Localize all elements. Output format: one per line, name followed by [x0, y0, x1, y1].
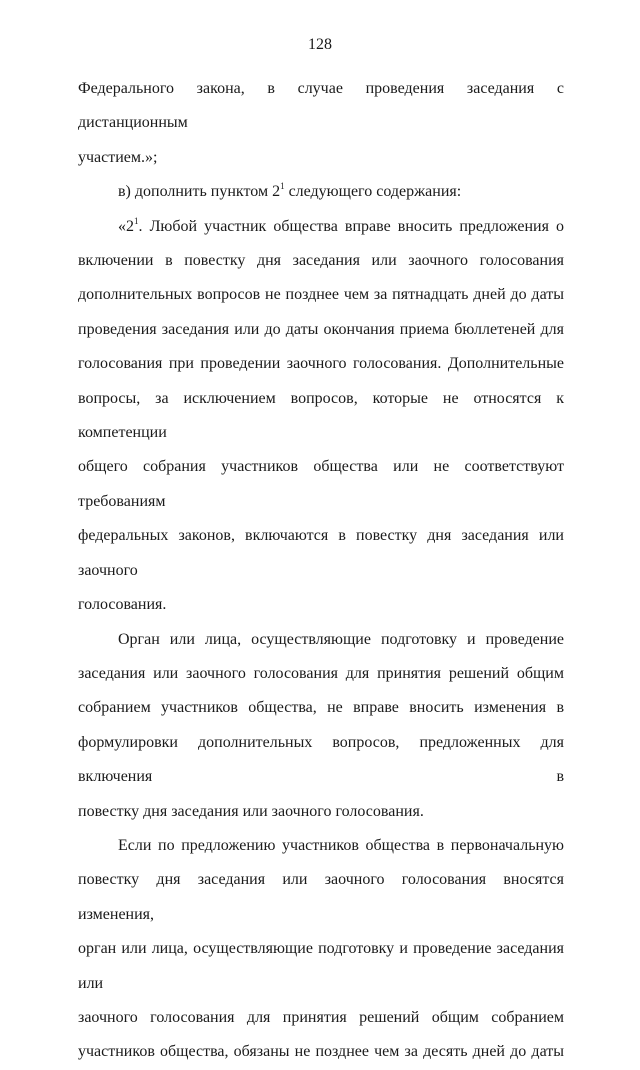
paragraph-2 [78, 175, 564, 209]
text-segment: следующего содержания: [284, 183, 462, 201]
superscript: 1 [134, 215, 139, 226]
text-segment: «2 [118, 217, 134, 235]
paragraph-3 [78, 210, 564, 623]
text-line: формулировки дополнительных вопросов, предложенных для включения в [78, 733, 564, 786]
text-line [78, 210, 564, 244]
text-line: дополнительных вопросов не позднее чем за пятнадцать дней до даты [78, 286, 564, 304]
text-line: повестку дня заседания или заочного голосования вносятся изменения, [78, 871, 564, 923]
page-number: 128 [308, 36, 332, 53]
text-line: заседания или заочного голосования для принятия решений общим [78, 664, 564, 682]
text-line: проведения заседания или до даты окончания приема бюллетеней для [78, 320, 564, 338]
text-line: заочного голосования для принятия решений общим собранием [78, 1008, 564, 1026]
text-segment: . Любой участник общества вправе вносить предложения о [138, 217, 564, 235]
paragraph-1 [78, 72, 564, 175]
superscript: 1 [280, 181, 285, 192]
text-line: Орган или лица, осуществляющие подготовку и проведение [118, 630, 564, 648]
text-line: общего собрания участников общества или не соответствуют требованиям [78, 458, 564, 510]
document-body [78, 72, 564, 1070]
text-line: голосования. [78, 596, 167, 614]
text-line: участием.»; [78, 148, 158, 166]
text-segment: в) дополнить пунктом 2 [118, 183, 281, 201]
text-line: включении в повестку дня заседания или заочного голосования [78, 252, 564, 270]
text-line: участников общества, обязаны не позднее чем за десять дней до даты [78, 1043, 564, 1061]
text-line: орган или лица, осуществляющие подготовку и проведение заседания или [78, 940, 564, 992]
text-line: федеральных законов, включаются в повестку дня заседания или заочного [78, 527, 564, 579]
text-line: Если по предложению участников общества в первоначальную [118, 836, 564, 854]
paragraph-5 [78, 829, 564, 1070]
text-line: Федерального закона, в случае проведения заседания с дистанционным [78, 80, 564, 132]
text-line: повестку дня заседания или заочного голосования. [78, 802, 424, 820]
text-line: вопросы, за исключением вопросов, которые не относятся к компетенции [78, 389, 564, 442]
text-line: голосования при проведении заочного голосования. Дополнительные [78, 355, 564, 373]
paragraph-4 [78, 623, 564, 829]
text-line: собранием участников общества, не вправе вносить изменения в [78, 699, 564, 717]
